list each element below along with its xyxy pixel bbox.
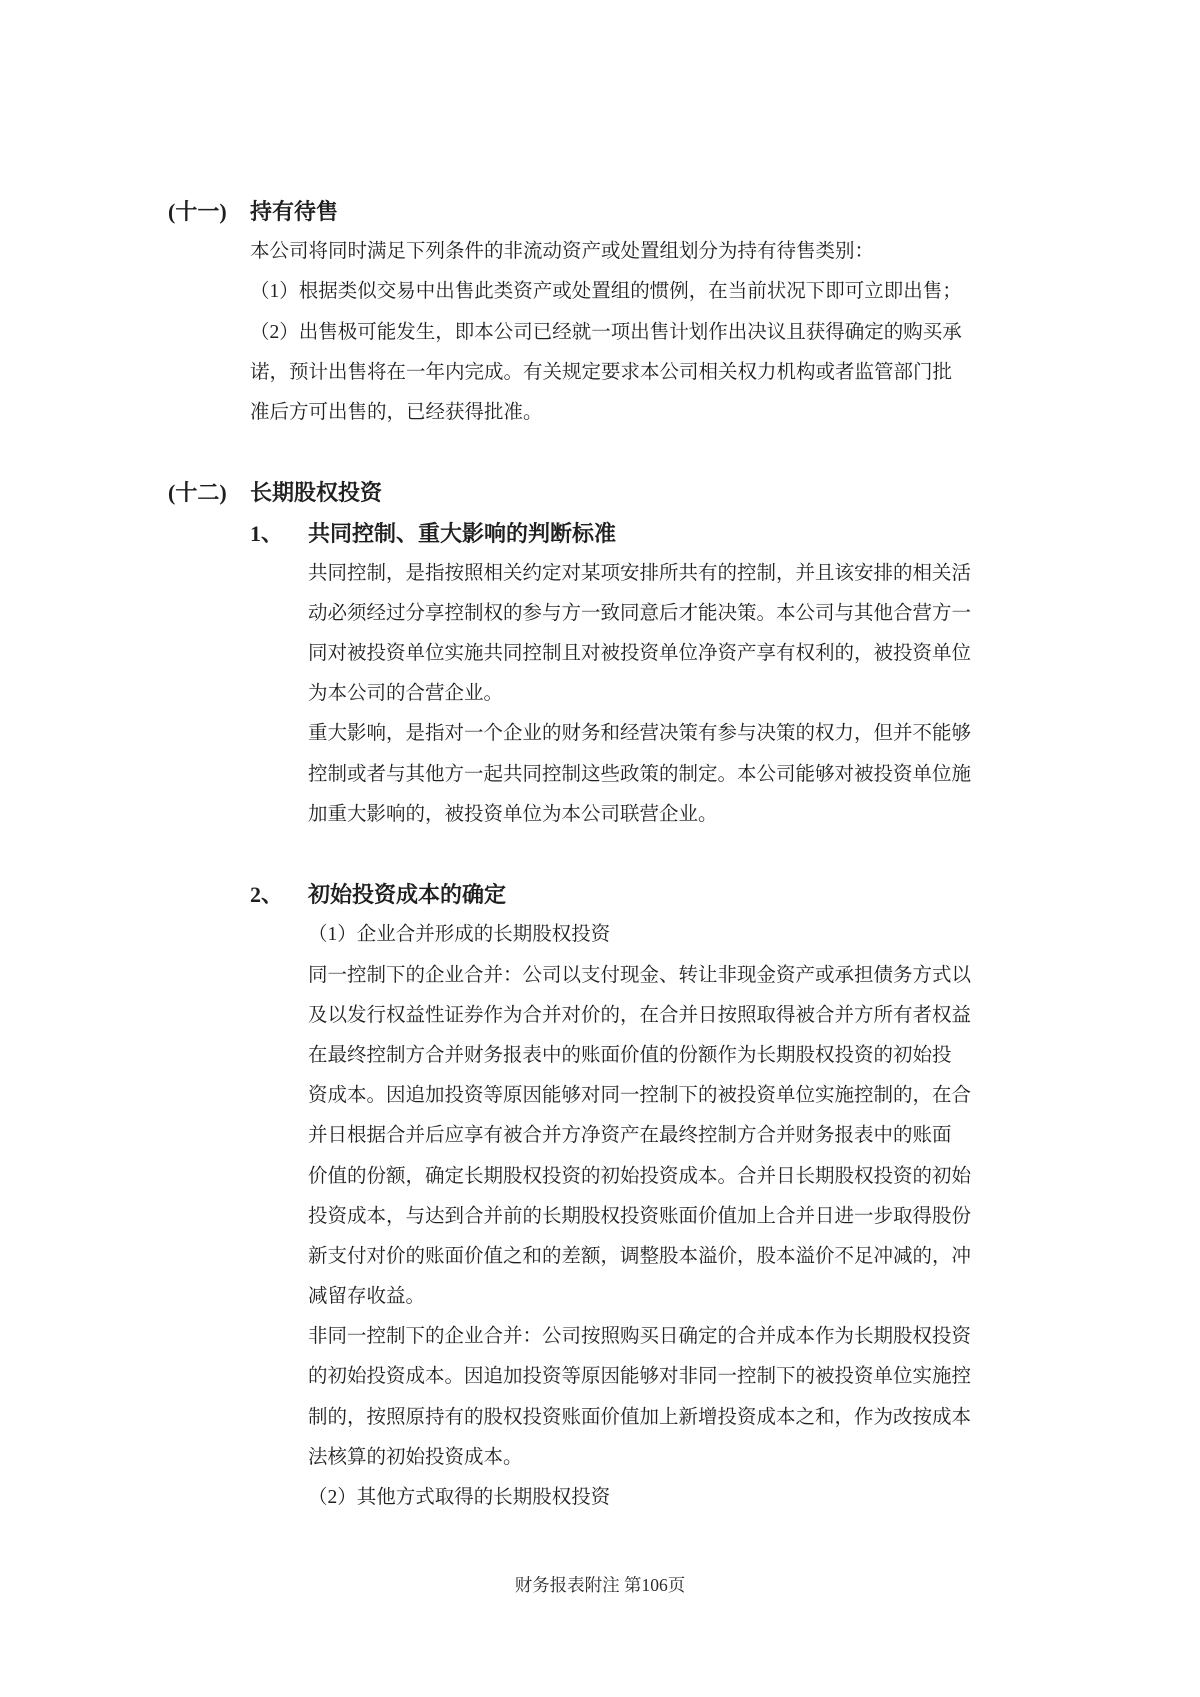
text-line: （2）出售极可能发生，即本公司已经就一项出售计划作出决议且获得确定的购买承: [250, 321, 962, 343]
text-line: （2）其他方式取得的长期股权投资: [308, 1487, 611, 1508]
subsection-2-number: 2、: [250, 882, 284, 908]
text-line: 的初始投资成本。因追加投资等原因能够对非同一控制下的被投资单位实施控: [308, 1366, 972, 1388]
text-line: 动必须经过分享控制权的参与方一致同意后才能决策。本公司与其他合营方一: [308, 602, 972, 624]
text-line: 价值的份额，确定长期股权投资的初始投资成本。合并日长期股权投资的初始: [308, 1165, 972, 1187]
subsection-2-heading: [0, 875, 1200, 915]
text-line: 控制或者与其他方一起共同控制这些政策的制定。本公司能够对被投资单位施: [308, 763, 972, 785]
text-line: 准后方可出售的，已经获得批准。: [250, 401, 543, 423]
text-line: 为本公司的合营企业。: [308, 683, 504, 705]
section-12-title: 长期股权投资: [250, 480, 383, 506]
subsection-1-title: 共同控制、重大影响的判断标准: [308, 520, 617, 546]
text-line: 共同控制，是指按照相关约定对某项安排所共有的控制，并且该安排的相关活: [308, 562, 972, 584]
text-line: 重大影响，是指对一个企业的财务和经营决策有参与决策的权力，但并不能够: [308, 723, 972, 745]
text-line: 法核算的初始投资成本。: [308, 1446, 523, 1468]
page-footer: 财务报表附注 第106页: [514, 1575, 686, 1595]
text-line: 及以发行权益性证券作为合并对价的，在合并日按照取得被合并方所有者权益: [308, 1004, 972, 1026]
text-line: 新支付对价的账面价值之和的差额，调整股本溢价，股本溢价不足冲减的，冲: [308, 1245, 972, 1267]
section-11-label: (十一): [168, 199, 227, 224]
text-line: 本公司将同时满足下列条件的非流动资产或处置组划分为持有待售类别：: [250, 241, 875, 263]
text-line: 加重大影响的，被投资单位为本公司联营企业。: [308, 803, 718, 825]
section-11-title: 持有待售: [250, 199, 339, 224]
text-line: 同一控制下的企业合并：公司以支付现金、转让非现金资产或承担债务方式以: [308, 964, 972, 986]
text-line: 资成本。因追加投资等原因能够对同一控制下的被投资单位实施控制的，在合: [308, 1085, 972, 1107]
text-line: 同对被投资单位实施共同控制且对被投资单位净资产享有权利的，被投资单位: [308, 643, 972, 665]
section-12-heading: [0, 473, 1200, 513]
document-body: [0, 192, 1200, 1518]
blank-line: [0, 835, 1200, 875]
subsection-2-title: 初始投资成本的确定: [308, 882, 507, 908]
text-line: 在最终控制方合并财务报表中的账面价值的份额作为长期股权投资的初始投: [308, 1044, 952, 1066]
text-line: 非同一控制下的企业合并：公司按照购买日确定的合并成本作为长期股权投资: [308, 1326, 972, 1348]
text-line: 诺，预计出售将在一年内完成。有关规定要求本公司相关权力机构或者监管部门批: [250, 361, 953, 383]
text-line: 制的，按照原持有的股权投资账面价值加上新增投资成本之和，作为改按成本: [308, 1406, 972, 1428]
section-11-heading: [0, 192, 1200, 232]
subsection-1-number: 1、: [250, 520, 284, 546]
text-line: （1）企业合并形成的长期股权投资: [308, 924, 611, 946]
text-line: 并日根据合并后应享有被合并方净资产在最终控制方合并财务报表中的账面: [308, 1125, 952, 1147]
blank-line: [0, 433, 1200, 473]
text-line: 减留存收益。: [308, 1286, 426, 1308]
section-12-label: (十二): [168, 480, 227, 506]
subsection-1-heading: [0, 514, 1200, 554]
text-line: （1）根据类似交易中出售此类资产或处置组的惯例，在当前状况下即可立即出售；: [250, 281, 962, 303]
text-line: 投资成本，与达到合并前的长期股权投资账面价值加上合并日进一步取得股份: [308, 1205, 972, 1227]
